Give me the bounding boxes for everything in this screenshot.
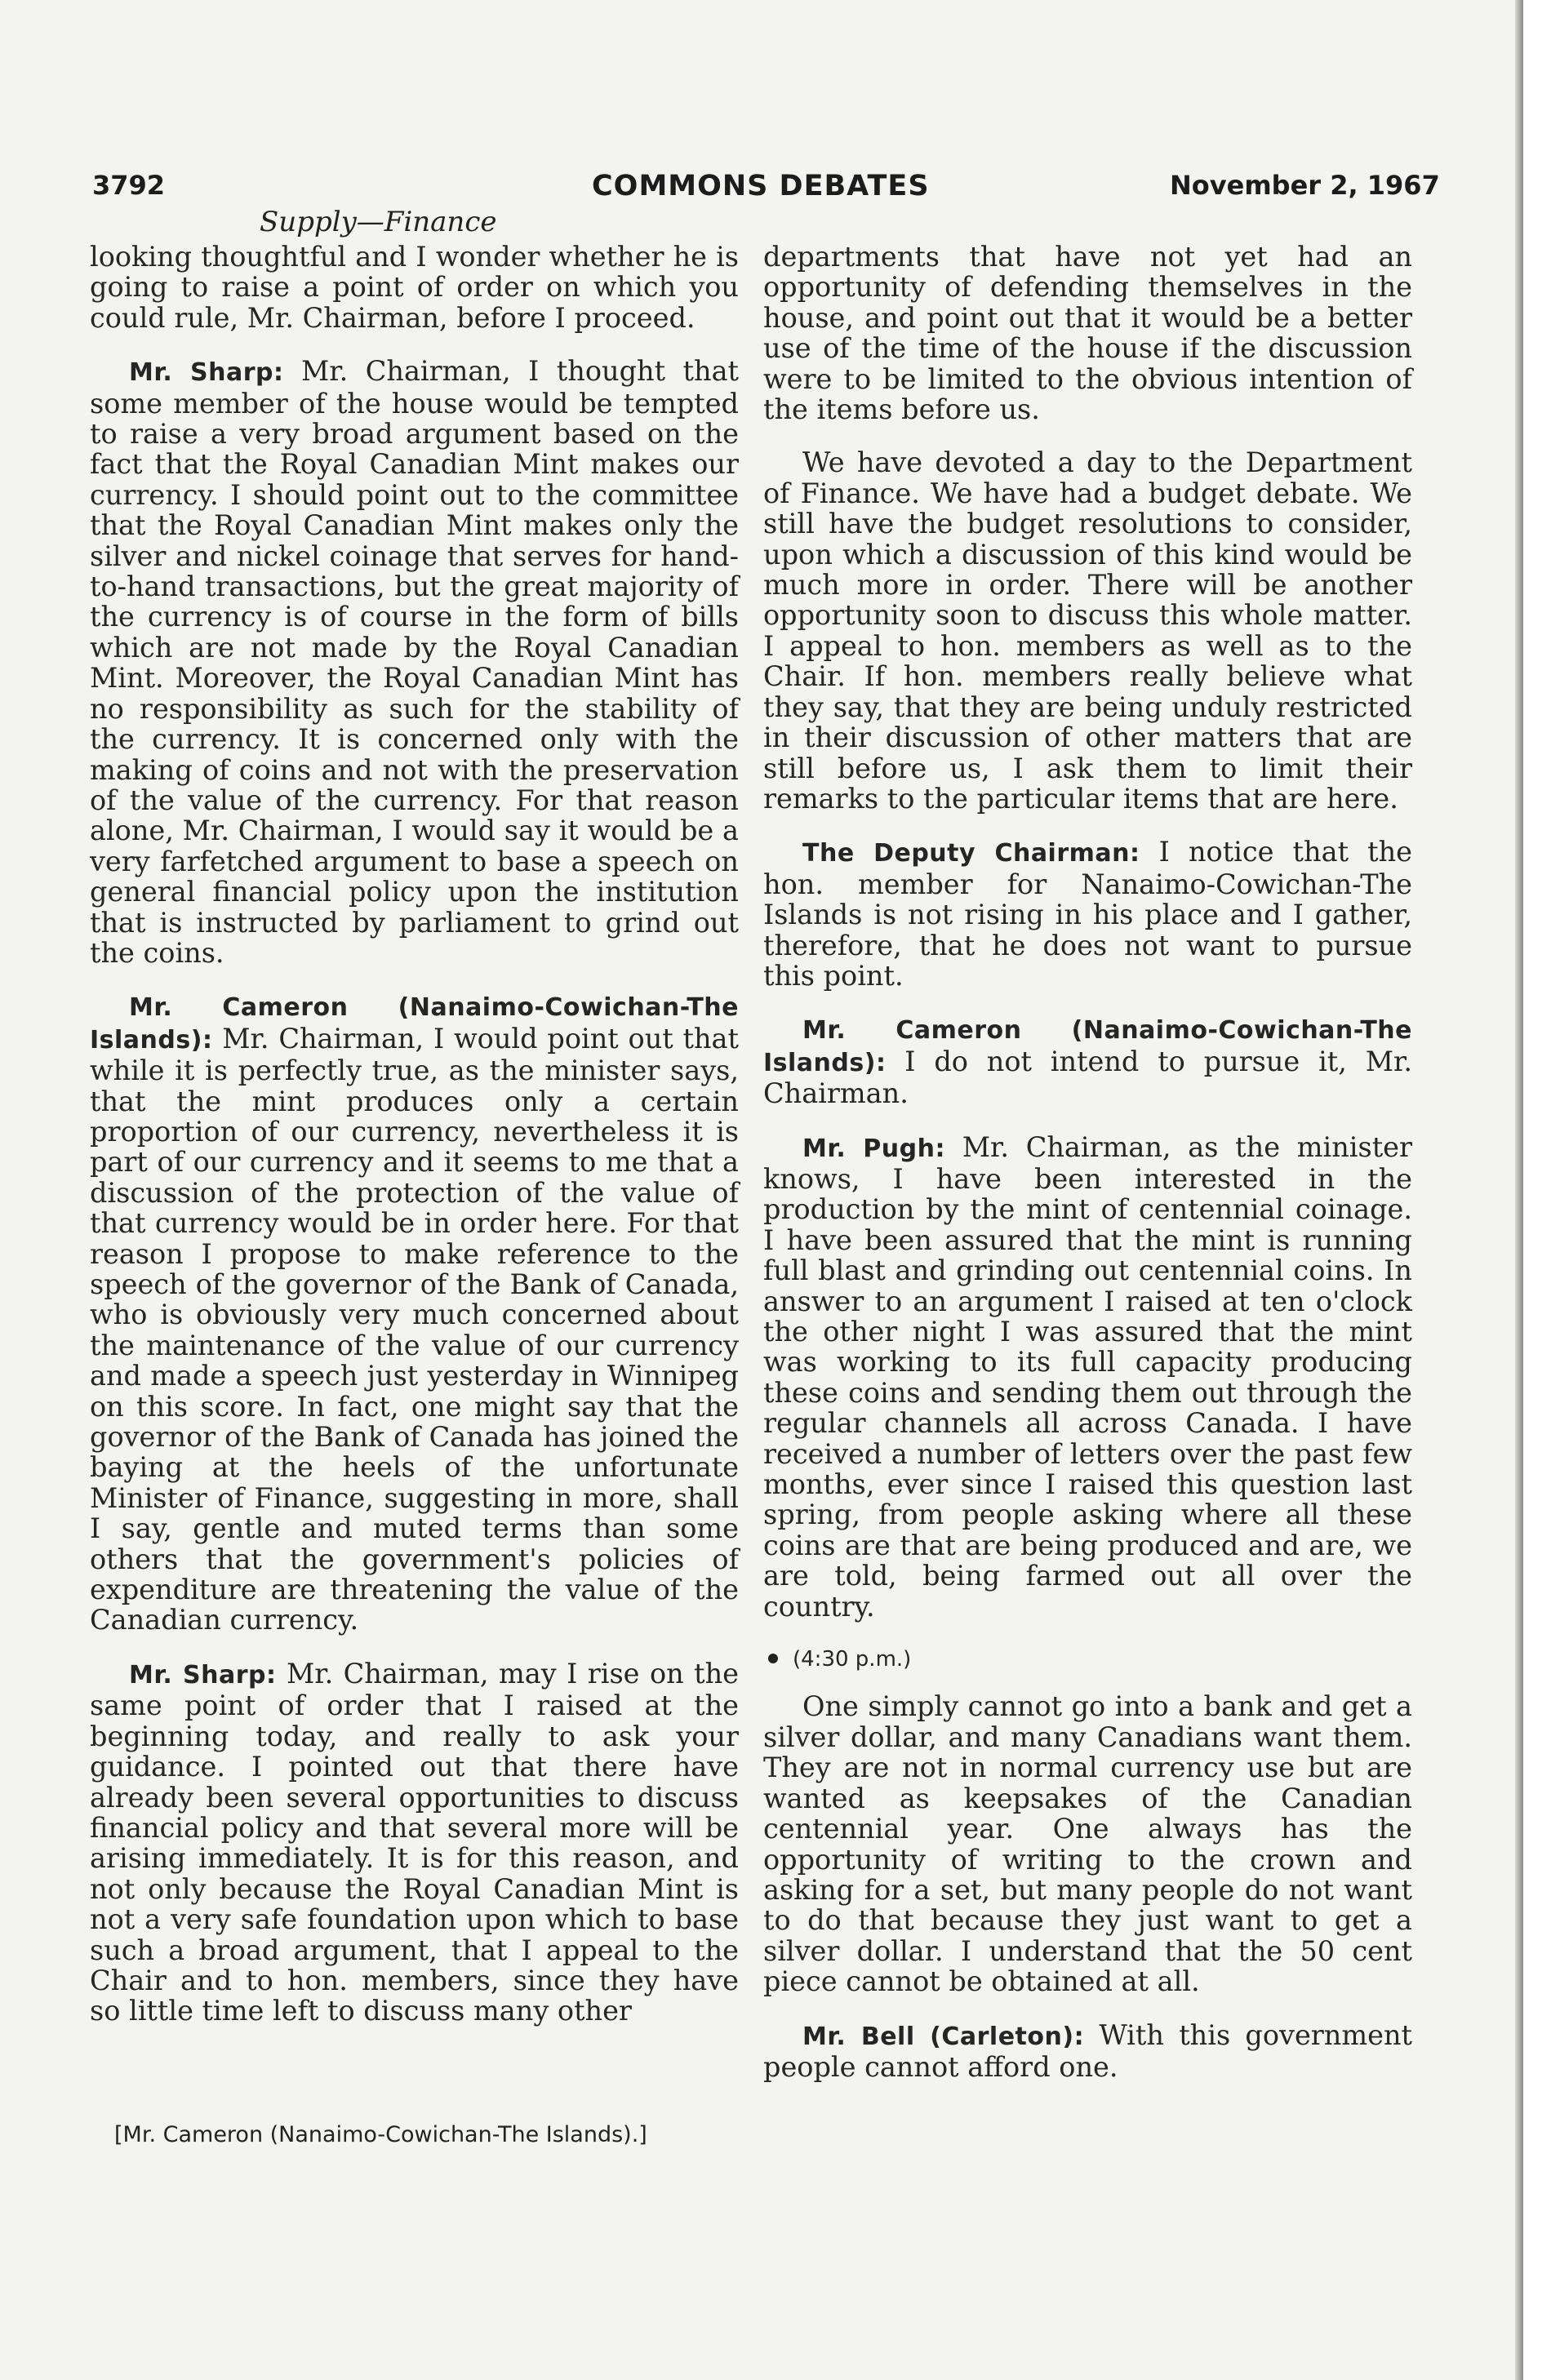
time-marker	[763, 1645, 1412, 1675]
speaker-name: Mr. Sharp:	[129, 1660, 277, 1690]
speech	[90, 991, 739, 1636]
right-column	[763, 242, 1412, 2105]
speech	[90, 1658, 739, 2027]
footer-note: [Mr. Cameron (Nanaimo-Cowichan-The Islands).]	[114, 2122, 647, 2147]
speaker-name: Mr. Bell (Carleton):	[802, 2022, 1085, 2051]
publication-title: COMMONS DEBATES	[592, 170, 930, 202]
publication-date: November 2, 1967	[1170, 170, 1440, 201]
speaker-name: Mr. Pugh:	[802, 1134, 945, 1163]
time-marker-text: (4:30 p.m.)	[793, 1647, 912, 1672]
paragraph: One simply cannot go into a bank and get a silver dollar, and many Canadians want them. They are not in normal currency use but are wanted as keepsakes of the Canadian centennial year. One always has the opportunity of writing to the crown and asking for a set, but many people do not want to do that because they just want to get a silver dollar. I understand that the 50 cent piece cannot be obtained at all.	[763, 1690, 1412, 1998]
speech-text: I do not intend to pursue it, Mr. Chairman.	[763, 1045, 1412, 1110]
left-column	[90, 242, 739, 2049]
bullet-icon	[768, 1654, 778, 1663]
section-heading: Supply—Finance	[260, 206, 497, 238]
page-edge-shadow	[1515, 0, 1523, 2380]
paragraph: We have devoted a day to the Department of Finance. We have had a budget debate. We still have the budget resolutions to consider, upon which a discussion of this kind would be much more in order. There will be another opportunity soon to discuss this whole matter. I appeal to hon. members as well as to the Chair. If hon. members really believe what they say, that they are being unduly restricted in their discussion of other matters that are still before us, I ask them to limit their remarks to the particular items that are here.	[763, 446, 1412, 815]
speech-text: Mr. Chairman, I thought that some member of the house would be tempted to raise a very broad argument based on the fact that the Royal Canadian Mint makes our currency. I should point out to the committee that the Royal Canadian Mint makes only the silver and nickel coinage that serves for hand-to-hand transactions, but the great majority of the currency is of course in the form of bills which are not made by the Royal Canadian Mint. Moreover, the Royal Canadian Mint has no responsibility as such for the stability of the currency. It is concerned only with the making of coins and not with the preservation of the value of the currency. For that reason alone, Mr. Chairman, I would say it would be a very farfetched argument to base a speech on general financial policy upon the institution that is instructed by parliament to grind out the coins.	[90, 355, 740, 969]
speech	[763, 2020, 1412, 2083]
speech-text: Mr. Chairman, I would point out that while it is perfectly true, as the minister says, that the mint produces only a certain proportion of our currency, nevertheless it is part of our currency and it seems to me that a discussion of the protection of the value of that currency would be in order here. For that reason I propose to make reference to the speech of the governor of the Bank of Canada, who is obviously very much concerned about the maintenance of the value of our currency and made a speech just yesterday in Winnipeg on this score. In fact, one might say that the governor of the Bank of Canada has joined the baying at the heels of the unfortunate Minister of Finance, suggesting in more, shall I say, gentle and muted terms than some others that the government's policies of expenditure are threatening the value of the Canadian currency.	[90, 1022, 739, 1636]
speech	[90, 356, 739, 968]
speaker-name: Mr. Cameron (Nanaimo-Cowichan-The Islands):	[763, 1016, 1412, 1077]
speaker-name: Mr. Cameron (Nanaimo-Cowichan-The Islands):	[90, 993, 739, 1055]
speech-text: Mr. Chairman, as the minister knows, I have been interested in the production by the mint of centennial coinage. I have been assured that the mint is running full blast and grinding out centennial coins. In answer to an argument I raised at ten o'clock the other night I was assured that the mint was working to its full capacity producing these coins and sending them out through the regular channels all across Canada. I have received a number of letters over the past few months, ever since I raised this question last spring, from people asking where all these coins are that are being produced and are, we are told, being farmed out all over the country.	[763, 1130, 1412, 1623]
page-number: 3792	[92, 170, 166, 201]
speaker-name: The Deputy Chairman:	[802, 839, 1140, 868]
speech	[763, 1014, 1412, 1108]
speech-text: With this government people cannot afford one.	[763, 2018, 1412, 2083]
speech	[763, 1132, 1412, 1623]
speech	[763, 837, 1412, 991]
speech-text: Mr. Chairman, may I rise on the same point of order that I raised at the beginning today, and really to ask your guidance. I pointed out that there have already been several opportunities to discuss financial policy and that several more will be arising immediately. It is for this reason, and not only because the Royal Canadian Mint is not a very safe foundation upon which to base such a broad argument, that I appeal to the Chair and to hon. members, since they have so little time left to discuss many other	[90, 1657, 740, 2027]
paragraph: departments that have not yet had an opportunity of defending themselves in the house, and point out that it would be a better use of the time of the house if the discussion were to be limited to the obvious intention of the items before us.	[763, 241, 1412, 426]
speaker-name: Mr. Sharp:	[129, 358, 284, 388]
paragraph: looking thoughtful and I wonder whether he is going to raise a point of order on which you could rule, Mr. Chairman, before I proceed.	[90, 241, 739, 334]
speech-text: I notice that the hon. member for Nanaimo-Cowichan-The Islands is not rising in his place and I gather, therefore, that he does not want to pursue this point.	[763, 836, 1412, 992]
page-margin	[1523, 0, 1551, 2380]
